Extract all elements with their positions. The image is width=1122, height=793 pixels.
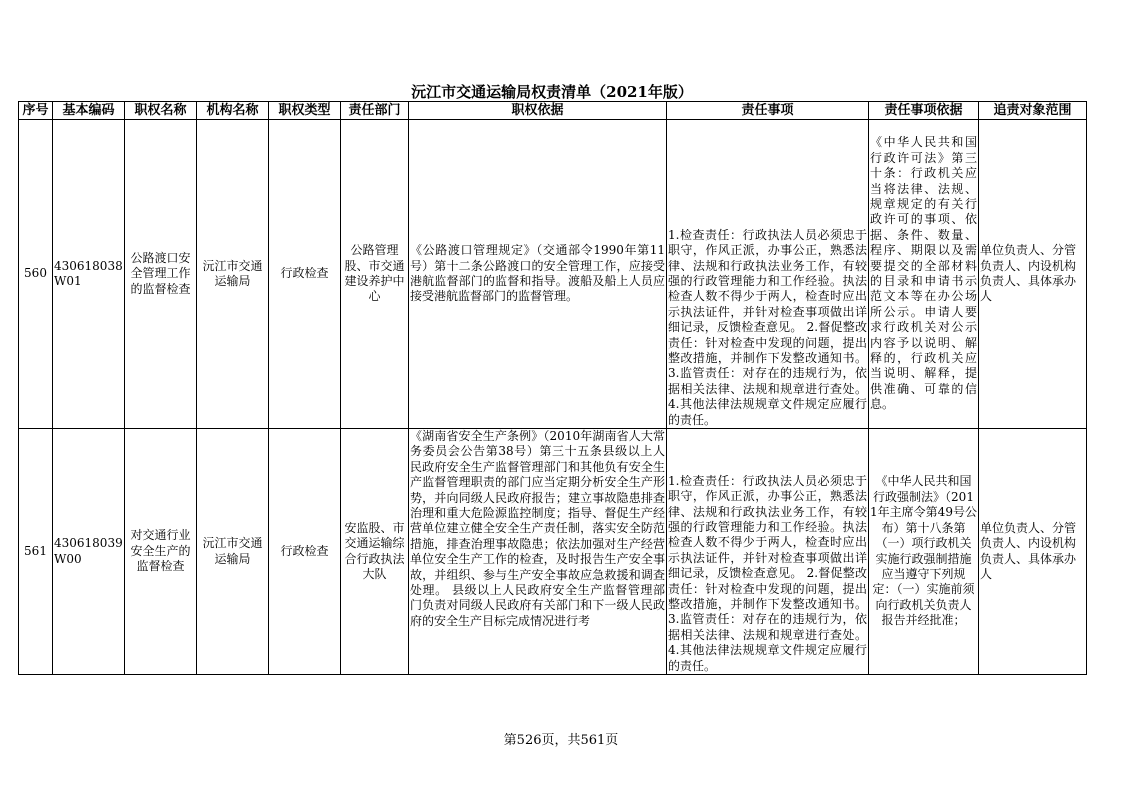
cell-org: 沅江市交通运输局 bbox=[197, 429, 269, 675]
cell-matters-basis: 《中华人民共和国行政许可法》第三十条：行政机关应当将法律、法规、规章规定的有关行政许可的事项、依据、条件、数量、程序、期限以及需要提交的全部材料的目录和申请书示范文本等在办公场所公示。申请人要求行政机关对公示内容予以说明、解释的，行政机关应当说明、解释，提供准确、可靠的信息。 bbox=[869, 120, 979, 429]
table-header-row bbox=[19, 102, 1087, 120]
cell-type: 行政检查 bbox=[269, 120, 341, 429]
header-basis: 职权依据 bbox=[409, 102, 667, 120]
cell-scope: 单位负责人、分管负责人、内设机构负责人、具体承办人 bbox=[979, 120, 1087, 429]
header-name: 职权名称 bbox=[125, 102, 197, 120]
cell-name: 对交通行业安全生产的监督检查 bbox=[125, 429, 197, 675]
cell-type: 行政检查 bbox=[269, 429, 341, 675]
cell-code: 430618039W00 bbox=[53, 429, 125, 675]
header-org: 机构名称 bbox=[197, 102, 269, 120]
header-code: 基本编码 bbox=[53, 102, 125, 120]
page-title: 沅江市交通运输局权责清单（2021年版） bbox=[411, 83, 693, 101]
cell-seq: 561 bbox=[19, 429, 53, 675]
cell-matters-basis: 《中华人民共和国行政强制法》（2011年主席令第49号公布）第十八条第（一）项行政机关实施行政强制措施应当遵守下列规定：（一）实施前须向行政机关负责人报告并经批准； bbox=[869, 429, 979, 675]
cell-matters: 1.检查责任：行政执法人员必须忠于职守，作风正派，办事公正，熟悉法律、法规和行政执法业务工作，有较强的行政管理能力和工作经验。执法检查人数不得少于两人，检查时应出示执法证件，并针对检查事项做出详细记录，反馈检查意见。 2.督促整改责任：针对检查中发现的问题，提出整改措施，并制作下发整改通知书。 3.监管责任：对存在的违规行为，依据相关法律、法规和规章进行查处。 4.其他法律法规规章文件规定应履行的责任。 bbox=[667, 120, 869, 429]
header-scope: 追责对象范围 bbox=[979, 102, 1087, 120]
cell-name: 公路渡口安全管理工作的监督检查 bbox=[125, 120, 197, 429]
table-row bbox=[19, 120, 1087, 429]
header-matters-basis: 责任事项依据 bbox=[869, 102, 979, 120]
header-seq: 序号 bbox=[19, 102, 53, 120]
cell-seq: 560 bbox=[19, 120, 53, 429]
cell-org: 沅江市交通运输局 bbox=[197, 120, 269, 429]
cell-basis: 《湖南省安全生产条例》（2010年湖南省人大常务委员会公告第38号）第三十五条县级以上人民政府安全生产监督管理部门和其他负有安全生产监督管理职责的部门应当定期分析安全生产形势，并向同级人民政府报告；建立事故隐患排查治理和重大危险源监控制度；指导、督促生产经营单位建立健全安全生产责任制，落实安全防范措施，排查治理事故隐患；依法加强对生产经营单位安全生产工作的检查，及时报告生产安全事故，并组织、参与生产安全事故应急救援和调查处理。 县级以上人民政府安全生产监督管理部门负责对同级人民政府有关部门和下一级人民政府的安全生产目标完成情况进行考 bbox=[409, 429, 667, 675]
cell-dept: 公路管理股、市交通建设养护中心 bbox=[341, 120, 409, 429]
header-type: 职权类型 bbox=[269, 102, 341, 120]
cell-dept: 安监股、市交通运输综合行政执法大队 bbox=[341, 429, 409, 675]
header-dept: 责任部门 bbox=[341, 102, 409, 120]
cell-basis: 《公路渡口管理规定》（交通部令1990年第11号）第十二条公路渡口的安全管理工作，应接受港航监督部门的监督和指导。渡船及船上人员应接受港航监督部门的监督管理。 bbox=[409, 120, 667, 429]
responsibility-table bbox=[18, 101, 1087, 675]
cell-matters: 1.检查责任：行政执法人员必须忠于职守，作风正派，办事公正，熟悉法律、法规和行政执法业务工作，有较强的行政管理能力和工作经验。执法检查人数不得少于两人，检查时应出示执法证件，并针对检查事项做出详细记录，反馈检查意见。 2.督促整改责任：针对检查中发现的问题，提出整改措施，并制作下发整改通知书。 3.监管责任：对存在的违规行为，依据相关法律、法规和规章进行查处。 4.其他法律法规规章文件规定应履行的责任。 bbox=[667, 429, 869, 675]
cell-scope: 单位负责人、分管负责人、内设机构负责人、具体承办人 bbox=[979, 429, 1087, 675]
header-matters: 责任事项 bbox=[667, 102, 869, 120]
page-footer: 第526页，共561页 bbox=[503, 733, 619, 748]
table-row bbox=[19, 429, 1087, 675]
cell-code: 430618038W01 bbox=[53, 120, 125, 429]
